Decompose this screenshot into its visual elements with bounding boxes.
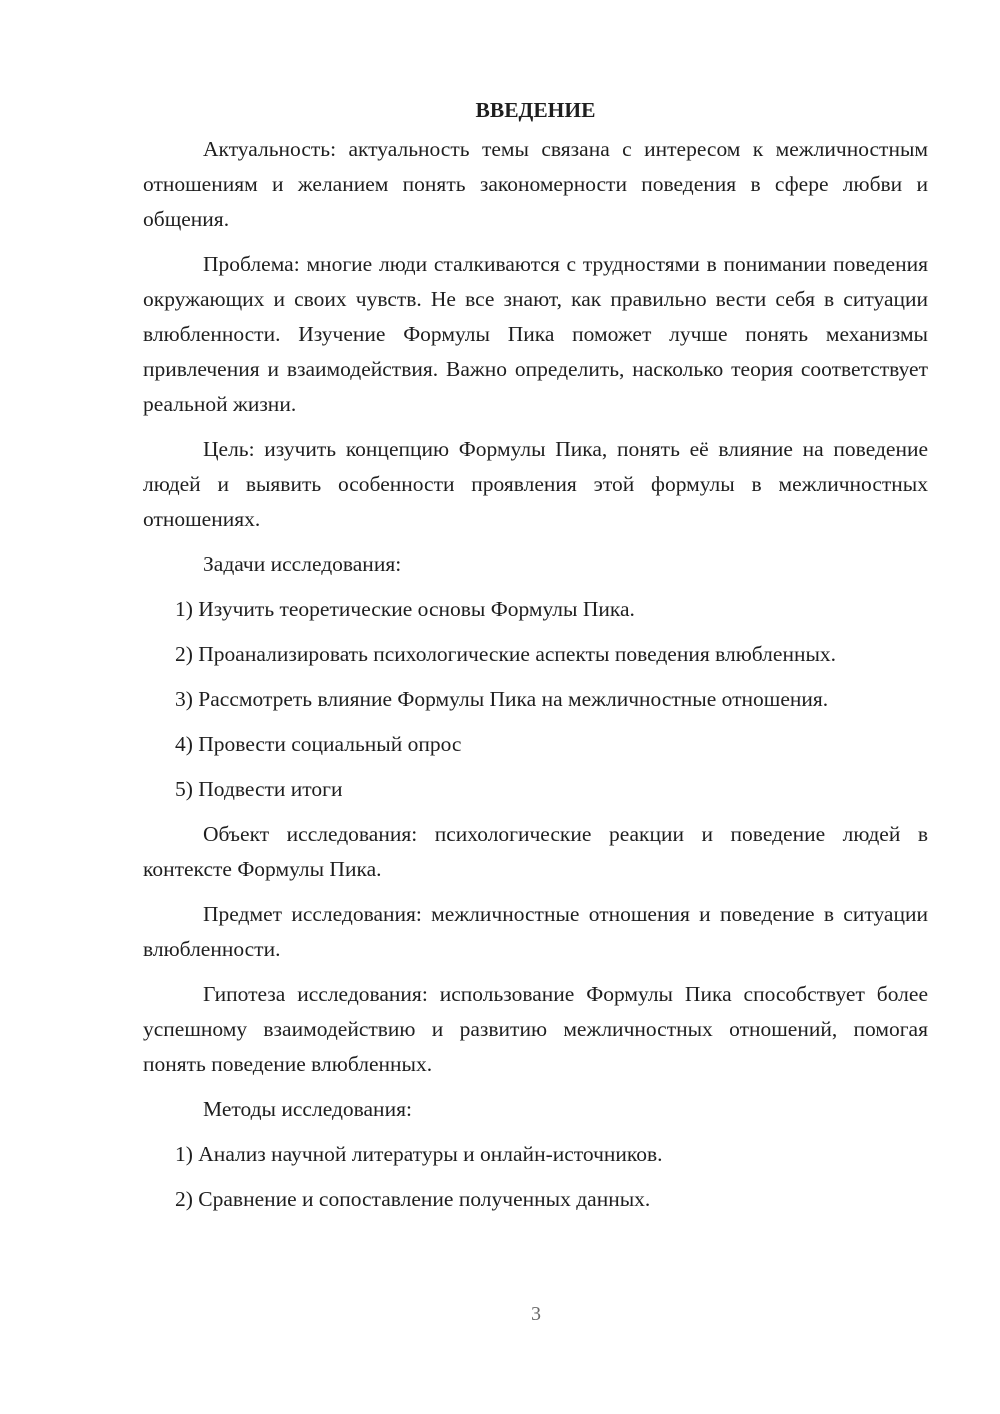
method-item-1: 1) Анализ научной литературы и онлайн-источников. bbox=[175, 1142, 663, 1166]
paragraph-tasks-heading: Задачи исследования: bbox=[203, 552, 402, 576]
page-content bbox=[143, 92, 928, 1227]
page-number: 3 bbox=[531, 1303, 541, 1325]
paragraph-relevance: Актуальность: актуальность темы связана с интересом к межличностным отношениям и желанием понять закономерности поведения в сфере любви и общения. bbox=[143, 137, 928, 231]
task-item-2: 2) Проанализировать психологические аспекты поведения влюбленных. bbox=[175, 642, 837, 666]
method-item-2: 2) Сравнение и сопоставление полученных данных. bbox=[175, 1187, 651, 1211]
paragraph-object: Объект исследования: психологические реакции и поведение людей в контексте Формулы Пика. bbox=[143, 822, 928, 881]
task-item-3: 3) Рассмотреть влияние Формулы Пика на межличностные отношения. bbox=[175, 687, 829, 711]
paragraph-problem: Проблема: многие люди сталкиваются с трудностями в понимании поведения окружающих и своих чувств. Не все знают, как правильно вести себя в ситуации влюбленности. Изучение Формулы Пика поможет лучше понять механизмы привлечения и взаимодействия. Важно определить, насколько теория соответствует реальной жизни. bbox=[143, 252, 928, 416]
task-item-1: 1) Изучить теоретические основы Формулы Пика. bbox=[175, 597, 635, 621]
paragraph-subject: Предмет исследования: межличностные отношения и поведение в ситуации влюбленности. bbox=[143, 902, 928, 961]
task-item-5: 5) Подвести итоги bbox=[175, 777, 343, 801]
task-item-4: 4) Провести социальный опрос bbox=[175, 732, 462, 756]
paragraph-methods-heading: Методы исследования: bbox=[203, 1097, 412, 1121]
section-title: ВВЕДЕНИЕ bbox=[475, 98, 596, 122]
paragraph-goal: Цель: изучить концепцию Формулы Пика, понять её влияние на поведение людей и выявить особенности проявления этой формулы в межличностных отношениях. bbox=[143, 437, 928, 531]
paragraph-hypothesis: Гипотеза исследования: использование Формулы Пика способствует более успешному взаимодействию и развитию межличностных отношений, помогая понять поведение влюбленных. bbox=[143, 982, 928, 1076]
